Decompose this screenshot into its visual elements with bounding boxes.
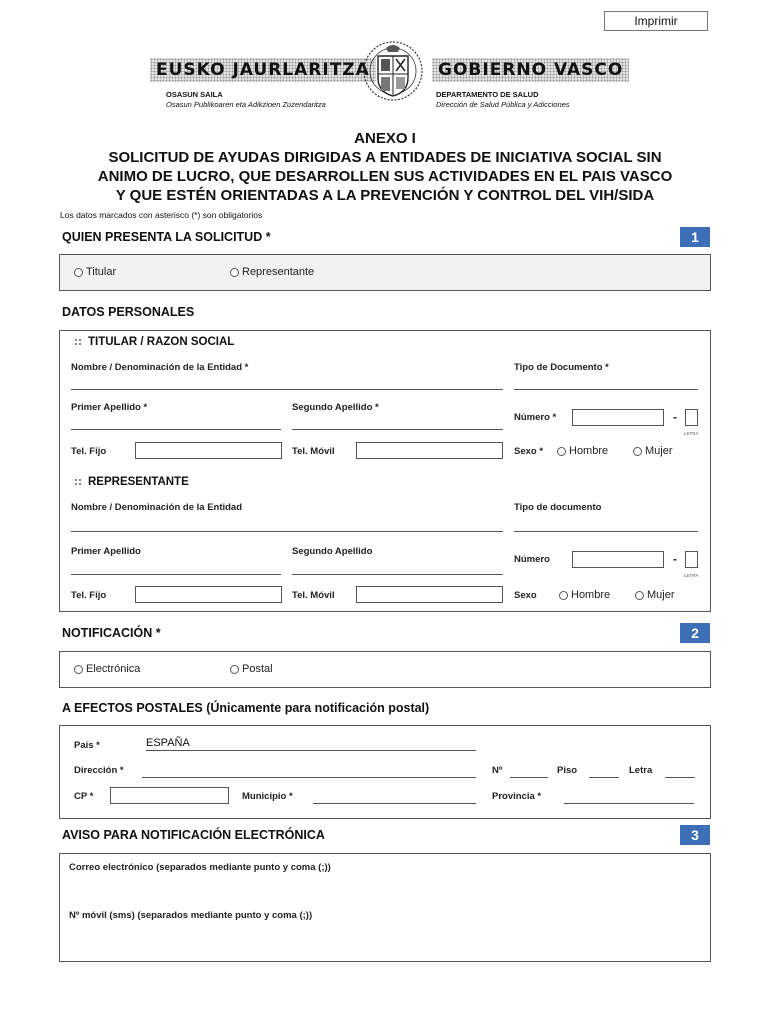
pais-label: País * xyxy=(74,740,100,751)
radio-titular-label: Titular xyxy=(86,266,117,278)
provincia-label: Provincia * xyxy=(492,791,542,802)
titular-apellido1-field[interactable] xyxy=(71,429,281,430)
titular-tel-movil-label: Tel. Móvil xyxy=(292,446,335,457)
radio-electronica-label: Electrónica xyxy=(86,663,141,675)
titular-apellido2-field[interactable] xyxy=(292,429,503,430)
titular-sexo-label: Sexo * xyxy=(514,446,544,457)
sms-label: Nº móvil (sms) (separados mediante punto y coma (;)) xyxy=(69,910,313,921)
dept-right-direction: Dirección de Salud Pública y Adicciones xyxy=(436,100,570,109)
repr-tel-fijo-input[interactable] xyxy=(135,586,282,603)
radio-circle-icon xyxy=(230,268,239,277)
electronic-notice-box xyxy=(59,853,711,962)
cp-input[interactable] xyxy=(110,787,229,804)
representante-heading xyxy=(74,476,189,488)
titular-letra-caption: LETRA xyxy=(684,431,699,436)
title-line-3: ANIMO DE LUCRO, QUE DESARROLLEN SUS ACTIVIDADES EN EL PAIS VASCO xyxy=(97,168,673,185)
radio-circle-icon xyxy=(74,665,83,674)
radio-circle-icon xyxy=(633,447,642,456)
titular-numero-label: Número * xyxy=(514,412,557,423)
title-line-4: Y QUE ESTÉN ORIENTADAS A LA PREVENCIÓN Y CONTROL DEL VIH/SIDA xyxy=(115,187,655,204)
dept-right xyxy=(436,90,570,110)
personal-data-box xyxy=(59,330,711,612)
repr-apellido2-field[interactable] xyxy=(292,574,503,575)
notification-type-box xyxy=(59,651,711,688)
repr-tel-movil-input[interactable] xyxy=(356,586,503,603)
numero-label: Nº xyxy=(492,765,503,776)
applicant-type-box xyxy=(59,254,711,291)
dept-left-name: OSASUN SAILA xyxy=(166,90,223,99)
repr-numero-dash: - xyxy=(673,552,677,566)
repr-tipo-doc-field[interactable] xyxy=(514,531,698,532)
titular-hombre-label: Hombre xyxy=(569,445,609,457)
bullet-icon xyxy=(74,478,82,486)
repr-hombre-label: Hombre xyxy=(571,589,611,601)
letra-label: Letra xyxy=(629,765,653,776)
repr-mujer-label: Mujer xyxy=(647,589,675,601)
radio-representante-label: Representante xyxy=(242,266,315,278)
radio-circle-icon xyxy=(559,591,568,600)
repr-apellido2-label: Segundo Apellido xyxy=(292,546,373,557)
radio-circle-icon xyxy=(74,268,83,277)
section-postal-title: A EFECTOS POSTALES (Únicamente para notificación postal) xyxy=(62,701,430,715)
section-personal-title: DATOS PERSONALES xyxy=(62,305,195,319)
repr-nombre-label: Nombre / Denominación de la Entidad xyxy=(71,502,243,513)
titular-radio-mujer[interactable] xyxy=(633,445,673,457)
email-field[interactable] xyxy=(69,876,701,902)
print-button[interactable]: Imprimir xyxy=(604,11,708,31)
municipio-field[interactable] xyxy=(313,803,476,804)
repr-nombre-field[interactable] xyxy=(71,531,503,532)
piso-label: Piso xyxy=(557,765,578,776)
titular-heading xyxy=(74,336,234,348)
repr-numero-input[interactable] xyxy=(572,551,664,568)
radio-titular[interactable] xyxy=(74,266,116,278)
section-number-badge-2: 2 xyxy=(680,623,710,643)
representante-heading-label: REPRESENTANTE xyxy=(88,476,189,488)
title-line-2: SOLICITUD DE AYUDAS DIRIGIDAS A ENTIDADES DE INICIATIVA SOCIAL SIN xyxy=(108,149,662,166)
letra-field[interactable] xyxy=(665,777,695,778)
titular-letra-input[interactable] xyxy=(685,409,698,426)
section-number-badge-1: 1 xyxy=(680,227,710,247)
repr-radio-hombre[interactable] xyxy=(559,589,610,601)
pais-input[interactable]: ESPAÑA xyxy=(146,737,476,751)
direccion-field[interactable] xyxy=(142,777,476,778)
provincia-field[interactable] xyxy=(564,803,694,804)
repr-radio-mujer[interactable] xyxy=(635,589,675,601)
titular-nombre-field[interactable] xyxy=(71,389,503,390)
dept-left-direction: Osasun Publikoaren eta Adikzioen Zuzendaritza xyxy=(166,100,326,109)
repr-numero-label: Número xyxy=(514,554,550,565)
repr-apellido1-field[interactable] xyxy=(71,574,281,575)
repr-tel-fijo-label: Tel. Fijo xyxy=(71,590,107,601)
repr-sexo-label: Sexo xyxy=(514,590,537,601)
dept-left xyxy=(166,90,326,110)
cp-label: CP * xyxy=(74,791,94,802)
direccion-label: Dirección * xyxy=(74,765,124,776)
titular-numero-dash: - xyxy=(673,410,677,424)
titular-radio-hombre[interactable] xyxy=(557,445,608,457)
brand-left: EUSKO JAURLARITZA xyxy=(150,58,376,82)
section-notification-title: NOTIFICACIÓN * xyxy=(62,626,161,640)
repr-tel-movil-label: Tel. Móvil xyxy=(292,590,335,601)
required-fields-note: Los datos marcados con asterisco (*) son obligatorios xyxy=(60,210,263,220)
titular-tel-fijo-input[interactable] xyxy=(135,442,282,459)
repr-letra-caption: LETRA xyxy=(684,573,699,578)
titular-apellido2-label: Segundo Apellido * xyxy=(292,402,379,413)
numero-field[interactable] xyxy=(510,777,548,778)
postal-address-box xyxy=(59,725,711,819)
titular-mujer-label: Mujer xyxy=(645,445,673,457)
titular-numero-input[interactable] xyxy=(572,409,664,426)
radio-electronica[interactable] xyxy=(74,663,140,675)
titular-tel-movil-input[interactable] xyxy=(356,442,503,459)
bullet-icon xyxy=(74,338,82,346)
piso-field[interactable] xyxy=(589,777,619,778)
repr-letra-input[interactable] xyxy=(685,551,698,568)
brand-right: GOBIERNO VASCO xyxy=(432,58,629,82)
radio-circle-icon xyxy=(635,591,644,600)
titular-heading-label: TITULAR / RAZON SOCIAL xyxy=(88,336,235,348)
document-title xyxy=(0,129,770,205)
radio-postal-label: Postal xyxy=(242,663,273,675)
titular-tipo-doc-label: Tipo de Documento * xyxy=(514,362,609,373)
titular-nombre-label: Nombre / Denominación de la Entidad * xyxy=(71,362,249,373)
dept-right-name: DEPARTAMENTO DE SALUD xyxy=(436,90,539,99)
municipio-label: Municipio * xyxy=(242,791,293,802)
titular-tipo-doc-field[interactable] xyxy=(514,389,698,390)
section-number-badge-3: 3 xyxy=(680,825,710,845)
coat-of-arms-logo xyxy=(356,40,430,102)
title-annex: ANEXO I xyxy=(354,130,416,147)
repr-apellido1-label: Primer Apellido xyxy=(71,546,141,557)
radio-circle-icon xyxy=(230,665,239,674)
email-label: Correo electrónico (separados mediante punto y coma (;)) xyxy=(69,862,331,873)
radio-postal[interactable] xyxy=(230,663,273,675)
section-email-title: AVISO PARA NOTIFICACIÓN ELECTRÓNICA xyxy=(62,828,325,842)
titular-tel-fijo-label: Tel. Fijo xyxy=(71,446,107,457)
repr-tipo-doc-label: Tipo de documento xyxy=(514,502,602,513)
sms-field[interactable] xyxy=(69,924,701,954)
radio-representante[interactable] xyxy=(230,266,314,278)
section-applicant-title: QUIEN PRESENTA LA SOLICITUD * xyxy=(62,230,271,244)
titular-apellido1-label: Primer Apellido * xyxy=(71,402,148,413)
radio-circle-icon xyxy=(557,447,566,456)
